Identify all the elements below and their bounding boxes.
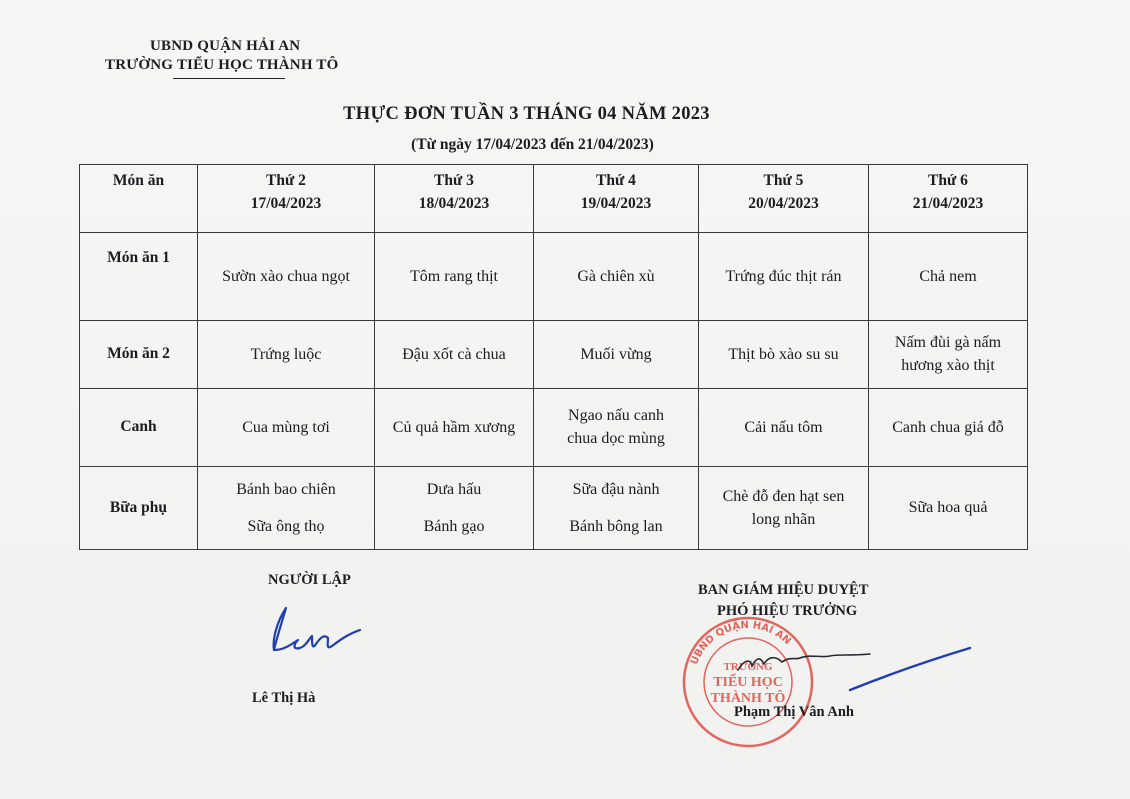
- preparer-name: Lê Thị Hà: [252, 690, 316, 706]
- dish-name: chua dọc mùng: [567, 430, 665, 448]
- stamp-ring-text: UBND QUẬN HẢI AN: [689, 619, 793, 667]
- table-row: [80, 233, 1028, 321]
- dish-name: Muối vừng: [580, 345, 652, 363]
- menu-cell: [699, 233, 869, 321]
- dish-name: long nhãn: [751, 510, 816, 528]
- day-header: [375, 165, 534, 233]
- dish-name: Sữa hoa quả: [908, 499, 988, 517]
- table-row: [80, 466, 1028, 549]
- approver-board: BAN GIÁM HIỆU DUYỆT: [698, 582, 869, 598]
- weekly-menu-table: [79, 164, 1028, 550]
- menu-cell: [198, 321, 375, 388]
- approver-role: PHÓ HIỆU TRƯỞNG: [717, 603, 858, 619]
- menu-cell: [869, 466, 1028, 549]
- day-name: Thứ 2: [266, 172, 306, 189]
- dish-name: Trứng luộc: [250, 345, 322, 363]
- menu-cell: [699, 466, 869, 549]
- dish-name: Thịt bò xào su su: [728, 345, 839, 363]
- dish-name: Tôm rang thịt: [410, 268, 498, 286]
- stamp-center-3: THÀNH TÔ: [710, 691, 786, 706]
- table-row: [80, 388, 1028, 466]
- dish-name: Cải nấu tôm: [744, 418, 823, 436]
- dish-name: Ngao nấu canh: [568, 406, 664, 424]
- dish-name: Bánh gạo: [423, 517, 485, 535]
- menu-cell: [534, 233, 699, 321]
- row-label: Bữa phụ: [80, 466, 198, 549]
- day-date: 21/04/2023: [912, 195, 984, 213]
- table-row: [80, 321, 1028, 388]
- dish-name: Sườn xào chua ngọt: [222, 268, 350, 286]
- row-label: Món ăn 1: [80, 233, 198, 321]
- menu-cell: [869, 321, 1028, 388]
- menu-cell: [375, 233, 534, 321]
- day-date: 18/04/2023: [418, 195, 490, 213]
- org-district: UBND QUẬN HẢI AN: [150, 38, 301, 54]
- menu-cell: [869, 388, 1028, 466]
- row-label: Món ăn 2: [80, 321, 198, 388]
- day-name: Thứ 5: [763, 172, 804, 189]
- dish-name: Dưa hấu: [426, 480, 482, 498]
- stamp-center-2: TIỂU HỌC: [713, 675, 783, 690]
- org-school: TRƯỜNG TIỂU HỌC THÀNH TÔ: [105, 57, 339, 73]
- menu-cell: [869, 233, 1028, 321]
- day-header: [198, 165, 375, 233]
- page-title: THỰC ĐƠN TUẦN 3 THÁNG 04 NĂM 2023: [343, 104, 710, 124]
- line-gap: [202, 501, 370, 515]
- org-underline: [173, 78, 285, 79]
- dish-name: hương xào thịt: [901, 357, 995, 375]
- dish-name: Đậu xốt cà chua: [402, 345, 506, 363]
- dish-name: Chè đỗ đen hạt sen: [722, 487, 845, 505]
- day-header: [699, 165, 869, 233]
- table-header-row: [80, 165, 1028, 233]
- dish-name: Sữa đậu nành: [572, 480, 660, 498]
- day-date: 20/04/2023: [748, 195, 819, 213]
- preparer-signature: [262, 600, 372, 662]
- dish-name: Nấm đùi gà nấm: [894, 334, 1002, 352]
- menu-cell: [534, 388, 699, 466]
- day-header: [534, 165, 699, 233]
- date-range-subtitle: (Từ ngày 17/04/2023 đến 21/04/2023): [411, 136, 654, 153]
- menu-cell: [375, 388, 534, 466]
- day-name: Thứ 4: [596, 172, 636, 189]
- menu-cell: [534, 321, 699, 388]
- corner-header: Món ăn: [80, 165, 198, 233]
- dish-name: Củ quả hầm xương: [392, 418, 516, 436]
- dish-name: Trứng đúc thịt rán: [725, 268, 842, 286]
- preparer-role: NGƯỜI LẬP: [268, 572, 351, 588]
- line-gap: [379, 501, 529, 515]
- menu-cell: [198, 466, 375, 549]
- dish-name: Sữa ông thọ: [247, 517, 325, 535]
- menu-cell: [699, 388, 869, 466]
- menu-cell: [198, 388, 375, 466]
- approver-name: Phạm Thị Vân Anh: [734, 704, 854, 720]
- day-name: Thứ 3: [434, 172, 474, 189]
- menu-cell: [198, 233, 375, 321]
- dish-name: Bánh bông lan: [569, 517, 663, 535]
- approver-signature: [730, 630, 1010, 710]
- dish-name: Chả nem: [919, 268, 977, 286]
- dish-name: Cua mùng tơi: [242, 418, 330, 436]
- day-date: 17/04/2023: [250, 195, 322, 213]
- menu-cell: [375, 321, 534, 388]
- stamp-center-1: TRƯỜNG: [723, 661, 773, 673]
- day-name: Thứ 6: [928, 172, 968, 189]
- line-gap: [538, 501, 694, 515]
- dish-name: Canh chua giá đỗ: [892, 418, 1004, 436]
- menu-cell: [534, 466, 699, 549]
- menu-cell: [375, 466, 534, 549]
- dish-name: Bánh bao chiên: [236, 480, 336, 498]
- row-label: Canh: [80, 388, 198, 466]
- day-date: 19/04/2023: [580, 195, 652, 213]
- menu-cell: [699, 321, 869, 388]
- day-header: [869, 165, 1028, 233]
- dish-name: Gà chiên xù: [577, 268, 655, 286]
